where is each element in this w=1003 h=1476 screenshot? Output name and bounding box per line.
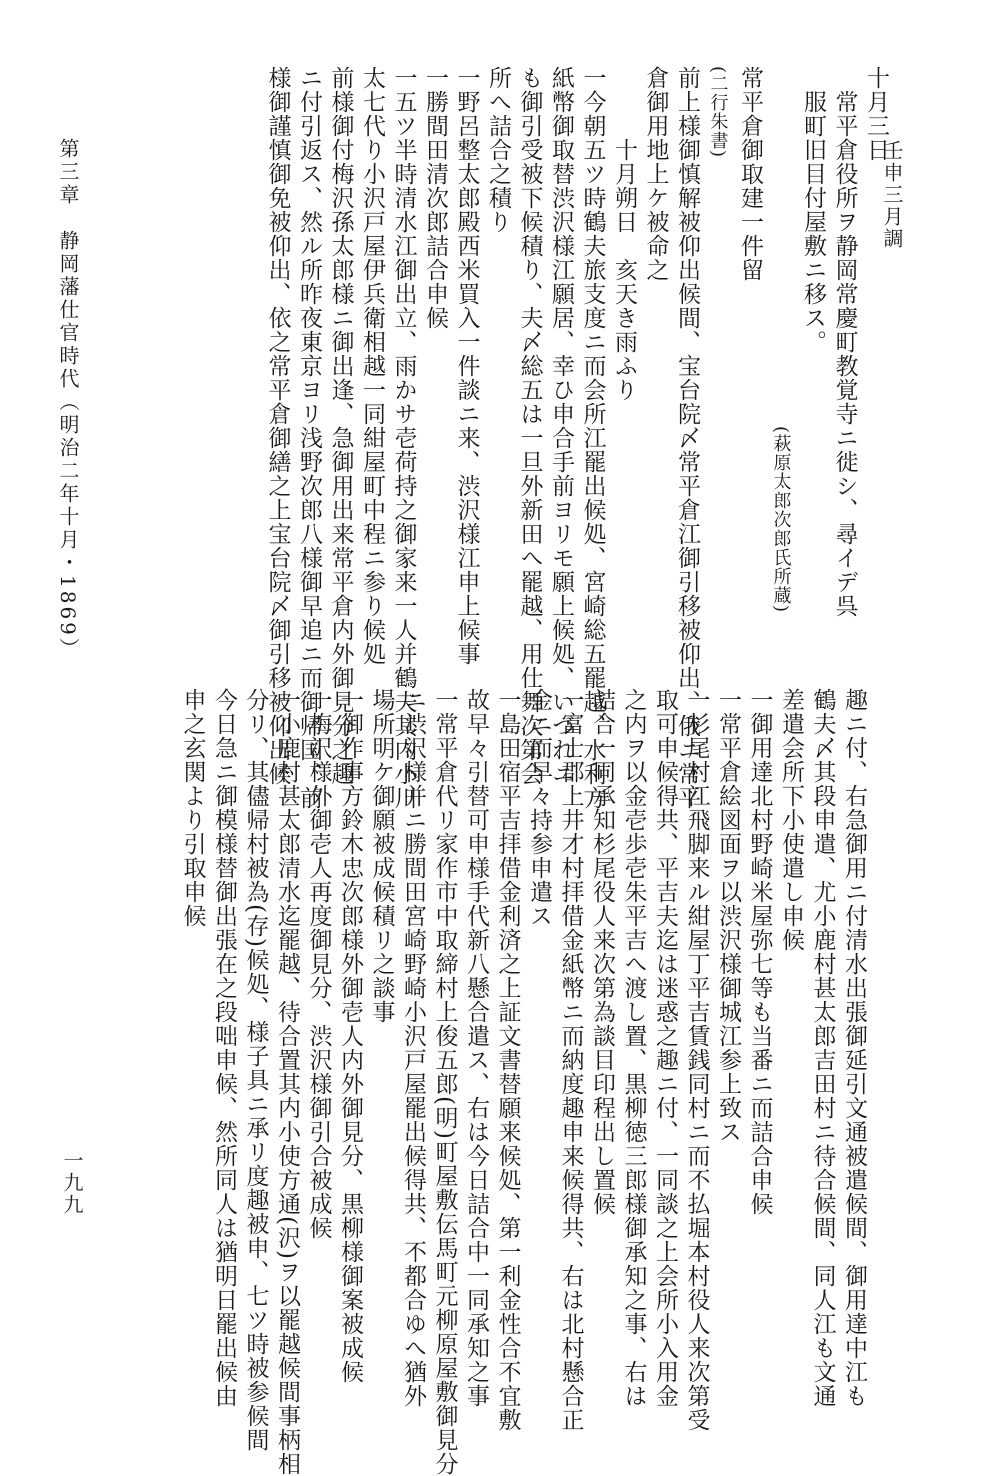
text-line: 一今朝五ツ時鶴夫旅支度ニ而会所江罷出候処、宮崎総五罷越、水利方 <box>579 66 606 810</box>
text-line: 場所明ケ御願被成候積リ之談事 <box>368 688 395 1024</box>
text-line: 一御用達北村野崎米屋弥七等も当番ニ而詰合申候 <box>746 688 773 1216</box>
lower-text-block <box>176 688 869 1476</box>
text-line: 十月朔日 亥天き雨ふり <box>611 138 637 402</box>
text-line: 所へ詰合之積り <box>485 66 511 234</box>
text-line: 前上様御慎解被仰出候間、宝台院〆常平倉江御引移被仰出、俄ニ常平 <box>674 66 700 810</box>
text-line: 故早々引替可申様手代新八懸合遣ス、右は今日詰合中一同承知之事 <box>463 688 489 1408</box>
text-line: 分リ、其儘帰村被為(存)候処、様子具ニ承リ度趣被申、七ツ時被参候間 <box>242 688 269 1452</box>
text-line: 一常平倉代リ家作市中取締村上俊五郎(明)町屋敷伝馬町元柳原屋敷御見分 <box>431 688 458 1476</box>
text-line: 紙幣御取替渋沢様江願居、幸ひ申合手前ヨリモ願上候処、いづれニ <box>548 66 574 786</box>
text-line: 詰合一同承知杉尾役人来次第為談目印程出し置候 <box>589 688 615 1216</box>
text-line: 一勝間田清次郎詰合申候 <box>422 66 448 330</box>
text-line: 太七代り小沢戸屋伊兵衛相越一同紺屋町中程ニ参り候処 <box>359 66 385 666</box>
text-line: ニ渋沢様并ニ勝間田宮崎野崎小沢戸屋罷出候得共、不都合ゆへ猶外 <box>400 688 426 1408</box>
text-line: 一小鹿村甚太郎清水迄罷越、待合置其内小使方通(沢)ヲ以罷越候間事柄相 <box>274 688 300 1476</box>
text-line: ニ付引返ス、然ル所昨夜東京ヨリ浅野次郎八様御早追ニ而御帰国、前 <box>296 66 322 810</box>
document-title: 常平倉御取建一件留 <box>737 66 763 282</box>
text-line: 常平倉役所ヲ静岡常慶町教覚寺ニ徙シ、尋イデ呉 <box>831 90 858 618</box>
text-line: 前様御付梅沢孫太郎様ニ御出逢、急御用出来常平倉内外御見分之趣 <box>327 66 354 786</box>
text-line: 十月三日 <box>863 66 889 162</box>
text-line: 一富士郡上井才村拝借金紙幣ニ而納度趣申来候得共、右は北村懸合正 <box>557 688 584 1432</box>
text-line: 趣ニ付、右急御用ニ付清水出張御延引文通被遣候間、御用達中江も <box>841 688 867 1408</box>
source-note: (萩原太郎次郎氏所蔵) <box>770 426 792 614</box>
text-line: 取可申候得共、平吉夫迄は迷惑之趣ニ付、一同談之上会所小入用金 <box>652 688 678 1408</box>
text-line: 鶴夫〆其段申遣、尤小鹿村甚太郎吉田村ニ待合候間、同人江も文通 <box>809 688 836 1408</box>
text-line: 一御作事方鈴木忠次郎様外御壱人内外御見分、黒柳様御案被成候 <box>337 688 363 1384</box>
text-line: 一常平倉絵図面ヲ以渋沢様御城江参上致ス <box>715 688 741 1144</box>
running-header: 壬申三月調 <box>880 140 904 250</box>
page-number: 一九九 <box>60 1150 84 1216</box>
text-line: 一五ツ半時清水江御出立、雨かサ壱荷持之御家来一人并鶴夫其内小川 <box>390 66 417 810</box>
text-line: 申之玄関より引取申候 <box>179 688 206 928</box>
text-line: 一島田宿平吉拝借金利済之上証文書替願来候処、第一利金性合不宜敷 <box>494 688 521 1432</box>
text-line: 様御謹慎御免被仰出、依之常平倉御繕之上宝台院〆御引移被仰出候 <box>264 66 291 786</box>
text-line: 服町旧目付屋敷ニ移ス。 <box>800 90 826 354</box>
text-line: 一杉尾村江飛脚来ル紺屋丁平吉賃銭同村ニ而不払堀本村役人来次第受 <box>683 688 710 1432</box>
text-line: 今日急ニ御模様替御出張在之段咄申候、然所同人は猶明日罷出候由 <box>211 688 237 1408</box>
chapter-header: 第三章 静岡藩仕官時代（明治二年十月・1869） <box>56 138 80 661</box>
text-line: 差遣会所下小使遣し申候 <box>778 688 804 952</box>
text-line: も御引受被下候積り、夫〆総五は一旦外新田へ罷越、用仕舞次第会 <box>516 66 543 786</box>
text-line: 一梅沢様外御壱人再度御見分、渋沢様御引合被成候 <box>305 688 332 1240</box>
text-line: 金ニ而早々持参申遣ス <box>526 688 552 928</box>
text-line: (二行朱書) <box>707 66 729 159</box>
text-line: 倉御用地上ケ被命之 <box>642 66 669 282</box>
text-line: 一野呂整太郎殿西米買入一件談ニ来、渋沢様江申上候事 <box>453 66 480 666</box>
text-line: 之内ヲ以金壱歩壱朱平吉へ渡し置、黒柳徳三郎様御承知之事、右は <box>620 688 647 1408</box>
